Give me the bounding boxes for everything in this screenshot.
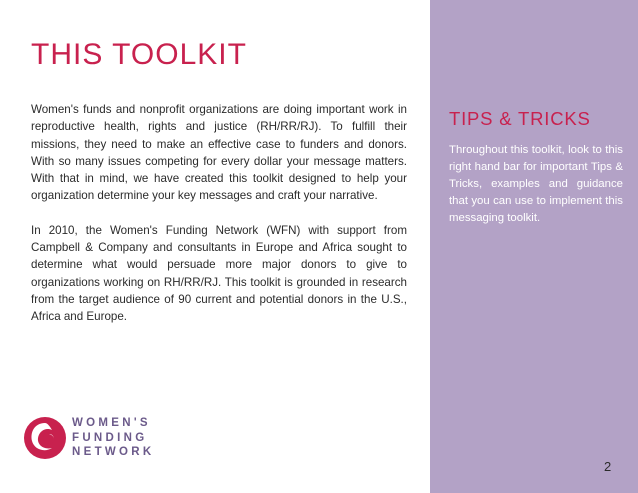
womens-funding-network-logo [22,413,222,473]
body-text [31,101,407,343]
logo-line-1: WOMEN'S [72,417,151,429]
page-number: 2 [604,459,612,474]
logo-wordmark [72,416,155,460]
page-title: THIS TOOLKIT [31,38,247,71]
tips-text: Throughout this toolkit, look to this right hand bar for important Tips & Tricks, examples and guidance that you can use to implement this messaging toolkit. [449,144,623,225]
paragraph-research: In 2010, the Women's Funding Network (WFN) with support from Campbell & Company and consultants in Europe and Africa sought to determine what would persuade more major donors to give to organizations working on RH/RR/RJ. This toolkit is grounded in research from the target audience of 90 current and potential donors in the U.S., Africa and Europe. [31,223,407,324]
paragraph-intro: Women's funds and nonprofit organizations are doing important work in reproductive health, rights and justice (RH/RR/RJ). To fulfill their missions, they need to make an effective case to funders and donors. With so many issues competing for every dollar your message matters. With that in mind, we have created this toolkit designed to help your organization determine your key messages and craft your narrative. [31,103,407,203]
tips-title: TIPS & TRICKS [449,108,591,129]
logo-line-3: NETWORK [72,446,155,458]
logo-line-2: FUNDING [72,431,148,444]
tips-sidebar [430,0,638,493]
wfn-swirl-icon [22,413,68,463]
